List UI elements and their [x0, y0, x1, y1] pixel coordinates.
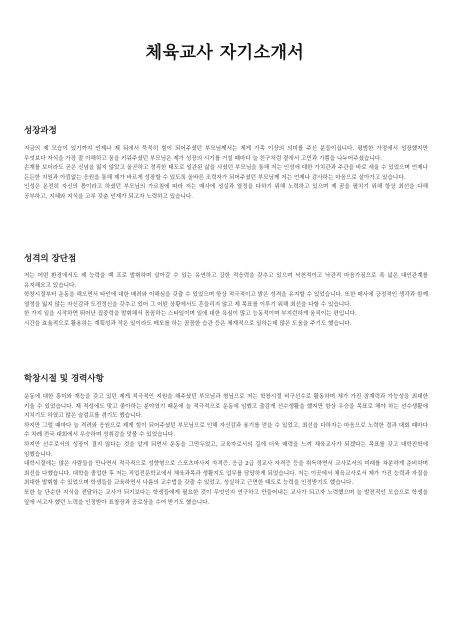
paragraph: 한 가지 일을 시작하면 뛰어난 집중력을 발휘해서 꼼꼼하는 스타일이며 일에 대한 욕심이 많고 능동적이며 부지런하게 움직이는 편입니다. [24, 311, 357, 318]
paragraph: 대학시절에는 많은 사람들을 만나면서 적극적으로 성향형으로 스포츠마사지 자격증, 응급 2급 정교사 자격증 등을 취득하면서 교사로서의 미래를 차분하게 준비하며 최선을 다했습니다. 대학을 졸업한 후 저는 직업전문학교에서 체육과목과 생활지도 업무를 담당하게 되었습니다. 저는 이곳에서 체육교사로서 제가 가진 능력과 자질을 최대한 발휘할 수 있었으며 학생들을 교육하면서 나름의 교수법을 갖출 수 있었고, 성실하고 근면한 태도로 능력을 인정받기도 했습니다. [24, 461, 428, 487]
paragraph: 하지만 선수로서의 성장이 결지 않다는 것을 알게 되면서 운동을 그만두었고, 교육자로서의 길에 더욱 매력을 느껴 체육교사가 되겠다는 목표를 갖고 대학진학에 임했습니다. [24, 441, 428, 458]
section-body-career [24, 393, 428, 508]
document-title: 체육교사 자기소개서 [145, 43, 305, 63]
paragraph: 운동에 대한 흥미와 재능을 갖고 있던 제게 적극적인 지원을 해주셨던 부모님과 형님으로 저는 학창시절 비구선수로 활동하며 체가 가진 잠재력과 가능성을 최대한 키울 수 있었습니다. 제 적성에도 맞고 좋아하는 분야였기 때문에 늘 적극적으로 운동에 임했고 출감게 선수생활을 했지만 항상 우승을 목표로 해야 하는 선수생활에 지치기도 하였고 많은 슬럼프를 겪기도 했습니다. [24, 394, 428, 420]
section-body-growth [24, 145, 428, 203]
paragraph: 저는 어떤 환경에서도 제 능력을 백 프로 발휘하며 살아갈 수 있는 유연하고 강한 적응력을 갖추고 있으며 낙천적이고 낙관적 마음가짐으로 폭 넓은 대인관계를 유지해오고 있습니다. [24, 273, 428, 289]
section-body-personality [24, 272, 428, 330]
section-heading-career: 학창시절 및 경력사항 [24, 374, 104, 384]
section-heading-growth: 성장과정 [24, 126, 57, 136]
paragraph: 지금의 제 모습이 있기까지 언제나 제 뒤에서 묵묵히 힘이 되어주셨던 부모님께서는 제게 가족 이상의 의미를 주신 분들이십니다. 평범한 가정에서 성장했지만 무엇보다 자식을 가장 잘 이해하고 꿈을 키워주셨던 부모님은 제가 성장의 시기를 거칠 때마다 늘 친구처럼 곁에서 고민과 기쁨을 나누어주셨습니다. [24, 146, 428, 162]
paragraph: 손재를 보더라도 곧은 신념을 잃지 않았고 올곧하고 정직한 태도로 일관된 삶을 사셨던 부모님을 통해 저는 인성에 대한 가치관과 주관을 바로 세울 수 있었으며 언제나 든든한 지원과 아낌없는 응원을 통해 제가 바르게 성장할 수 있도록 올바른 조력자가 되어주셨던 부모님께 저는 언제나 감사하는 마음으로 살아가고 있습니다. [24, 165, 428, 181]
paragraph: 하지만 그럴 때마다 늘 격려와 응원으로 제게 힘이 되어주셨던 부모님으로 인해 자신감과 용기를 얻을 수 있었고, 최선을 다하자는 마음으로 노력한 결과 대회 때마다 수 차례 전국 대회에서 우승하며 성취감을 맛볼 수 있었습니다. [24, 422, 428, 439]
paragraph: 인성은 온전히 자신의 몫이라고 하셨던 부모님의 가르침에 따라 저는 매사에 성실과 열정을 다하기 위해 노력하고 있으며 제 꿈을 펼치기 위해 항상 최선을 다해 공부하고, 지혜와 지식을 고루 갖춘 인재가 되고자 노력하고 있습니다. [24, 184, 428, 200]
paragraph: 학창시절부터 운동을 해오면서 타인에 대한 배려와 이해심을 갖출 수 있었으며 항상 적극적이고 밝은 성격을 유지할 수 있었습니다. 또한 매사에 긍정적인 생각과 함께 열정을 잃지 않는 자신감과 도전정신을 갖추고 있어 그 어떤 상황에서도 흔들리지 않고 제 목표를 이루기 위해 최선을 다할 수 있습니다. [24, 292, 428, 308]
section-heading-personality: 성격의 장단점 [24, 254, 77, 264]
paragraph: 또한 늘 단순한 지식을 전달하는 교사가 되기보다는 학생들에게 필요한 것이 무엇인지 연구하고 만들어내는 교사가 되고자 노력했으며 늘 발전적인 모습으로 학생을 앞에 서고자 했던 노력을 인정받아 표창장과 공로상을 수여 받기도 했습니다. [24, 489, 428, 506]
paragraph: 시간을 효율적으로 활용하는 계획성과 작은 일이라도 메모를 하는 꼼꼼한 습관 등은 체계적으로 일하는데 많은 도움을 주기도 했습니다. [24, 320, 352, 327]
